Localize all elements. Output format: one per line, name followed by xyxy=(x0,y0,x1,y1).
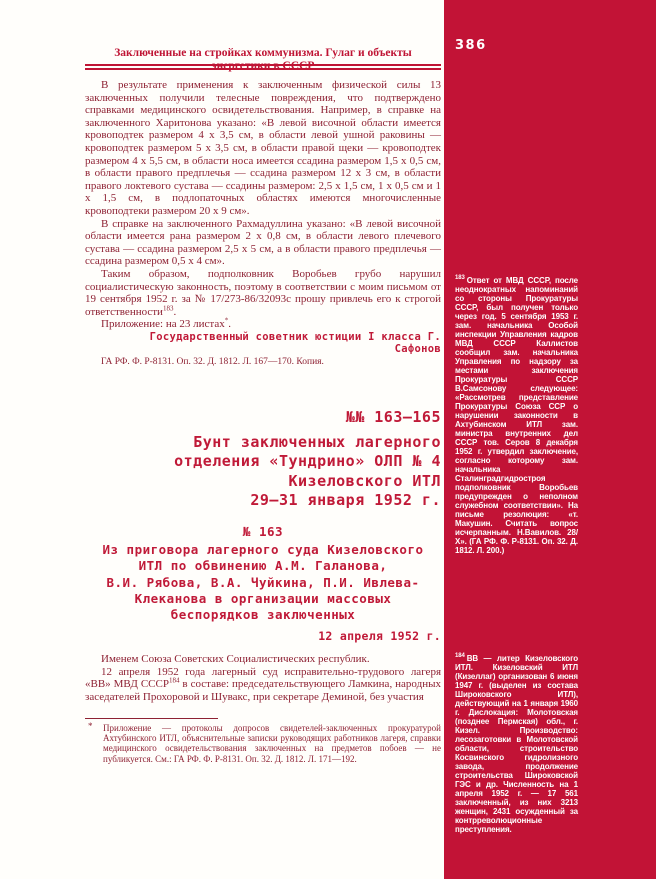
attachment-note xyxy=(85,318,441,331)
sidebar-footnote-183 xyxy=(455,276,578,555)
header-double-rule xyxy=(85,64,441,70)
sidebar-footnote-183-text: Ответ от МВД СССР, после неоднократных напоминаний со стороны Прокуратуры СССР, был получен только через год. 5 сентября 1953 г. зам. начальника Особой инспекции Управления кадров МВД СССР Каллистов сообщил зам. начальника Управления по надзору за местами заключения Прокуратуры СССР В.Самсонову следующее: «Рассмотрев представление Прокуратуры Союза ССР о нарушении законности в Ахтубинском ИТЛ зам. министра внутренних дел СССР тов. Серов 8 декабря 1952 г. утвердил заключение, согласно которому зам. начальника Сталинградгидростроя подполковник Воробьев предупрежден о неполном служебном соответствии». На письме резолюция: «т. Макушин. Считать вопрос исчерпанным. Н.Вавилов. 28/Х». (ГА РФ. Ф. Р-8131. Оп. 32. Д. 1812. Л. 200.) xyxy=(455,276,578,555)
docs-range-title-line-3: Кизеловского ИТЛ xyxy=(288,471,441,490)
doc-163-title-line-3: В.И. Рябова, В.А. Чуйкина, П.И. Ивлева- xyxy=(106,574,420,590)
footnote-rule xyxy=(85,718,218,719)
sidebar-footnote-184-number: 184 xyxy=(455,653,465,660)
sidebar-footnote-184-text: ВВ — литер Кизеловского ИТЛ. Кизеловский ИТЛ (Кизеллаг) организован 6 июня 1947 г. (выделен из состава Широковского ИТЛ), действующий на 1 января 1960 г. Дислокация: Молотовская (позднее Пермская) обл., г. Кизел. Производство: лесозаготовки в Молотовской области, строительство Косвинского гидролизного завода, продолжение строительства Широковской ГЭС и др. Численность на 1 апреля 1952 г. — 17 561 заключенный, из них 3213 женщин, 2431 осужденный за контрреволюционные преступления. xyxy=(455,654,578,834)
doc-163-title-line-2: ИТЛ по обвинению А.М. Галанова, xyxy=(138,558,388,574)
sidebar xyxy=(444,0,656,879)
sidebar-footnote-183-number: 183 xyxy=(455,275,465,282)
footnote-ref-183: 183 xyxy=(162,304,174,313)
footnote-ref-184: 184 xyxy=(168,676,180,685)
document-prev-body xyxy=(85,79,441,369)
page-number: 386 xyxy=(455,38,487,53)
docs-range-number: №№ 163—165 xyxy=(345,408,441,426)
page-footnote xyxy=(85,723,441,764)
page-footnote-text: Приложение — протоколы допросов свидетелей-заключенных прокуратурой Ахтубинского ИТЛ, объяснительные записки руководящих работников лагеря, справки медицинского освидетельствования заключенных на предметов побоев — не публикуется. См.: ГА РФ. Ф. Р-8131. Оп. 32. Д. 1812. Л. 171—192. xyxy=(103,723,441,764)
docs-range-title-line-2: отделения «Тундрино» ОЛП № 4 xyxy=(174,452,441,470)
sidebar-footnote-184 xyxy=(455,654,578,834)
docs-range-title-line-4: 29—31 января 1952 г. xyxy=(250,491,441,509)
footnote-ref-asterisk: * xyxy=(224,316,229,325)
paragraph-court-end: в составе: председательствующего Ламкина, народных заседателей Прохоровой и Шувакс, при секретаре Деминой, без участия xyxy=(85,678,441,703)
docs-range-title-line-1: Бунт заключенных лагерного xyxy=(193,432,441,451)
running-head: Заключенные на стройках коммунизма. Гулаг и объекты энергетики в СССР xyxy=(114,47,412,72)
paragraph-conclusion-text: Таким образом, подполковник Воробьев грубо нарушил социалистическую законность, поэтому в соответствии с моим письмом от 19 сентября 1952 г. за № 17/273-86/32093с прошу привлечь его к строгой ответственности xyxy=(85,267,441,318)
docs-range-heading xyxy=(85,408,441,511)
doc-163-number: № 163 xyxy=(242,524,284,539)
paragraph-court-composition xyxy=(85,666,441,704)
paragraph-conclusion xyxy=(85,268,441,318)
paragraph-rakhmadullin: В справке на заключенного Рахмадуллина указано: «В левой височной области имеется рана размером 2 х 0,8 см, в области левого плечевого сустава — ссадина размером 2,5 х 5 см, а в области правого предплечья — ссадина размером 0,5 х 4 см». xyxy=(85,217,441,268)
doc-163-title-line-4: Клеканова в организации массовых xyxy=(134,590,392,606)
paragraph-conclusion-end: . xyxy=(173,305,177,318)
doc-163-title-line-1: Из приговора лагерного суда Кизеловского xyxy=(102,542,424,558)
doc-163-date: 12 апреля 1952 г. xyxy=(318,629,441,643)
paragraph-court-text: 12 апреля 1952 года лагерный суд исправительно-трудового лагеря «ВВ» МВД СССР xyxy=(85,665,441,691)
paragraph-injuries: В результате применения к заключенным физической силы 13 заключенных получили телесные повреждения, что подтверждено справками медицинского освидетельствования. Например, в справке на заключенного Харитонова указано: «В левой височной области имеется кровоподтек размером 4 х 3,5 см, в области левой ушной раковины — кровоподтек размером 5 х 3,5 см, в области правой щеки — кровоподтек размером 4 х 5,5 см, в области носа имеется ссадина размером 1,5 х 0,5 см, в области правого предплечья — ссадина размером 12 х 3 см, в области правого локтевого сустава — ссадины размером: 2,5 х 1,5 см, 1 х 0,5 см и 1 х 1,5 см, в подлопаточных областях имеются многочисленные кровоподтеки размером 20 х 9 см». xyxy=(85,79,441,217)
attachment-note-end: . xyxy=(228,318,231,331)
page-footnote-marker: * xyxy=(88,721,93,731)
doc-163-title-line-5: беспорядков заключенных xyxy=(170,607,356,623)
doc-163-body xyxy=(85,653,441,703)
signature-line: Государственный советник юстиции I класса Г. Сафонов xyxy=(149,330,441,356)
attachment-note-text: Приложение: на 23 листах xyxy=(101,318,225,331)
doc-163-heading xyxy=(85,524,441,623)
archive-reference: ГА РФ. Ф. Р-8131. Оп. 32. Д. 1812. Л. 167—170. Копия. xyxy=(101,357,324,368)
paragraph-court-intro: Именем Союза Советских Социалистических республик. xyxy=(101,653,370,665)
